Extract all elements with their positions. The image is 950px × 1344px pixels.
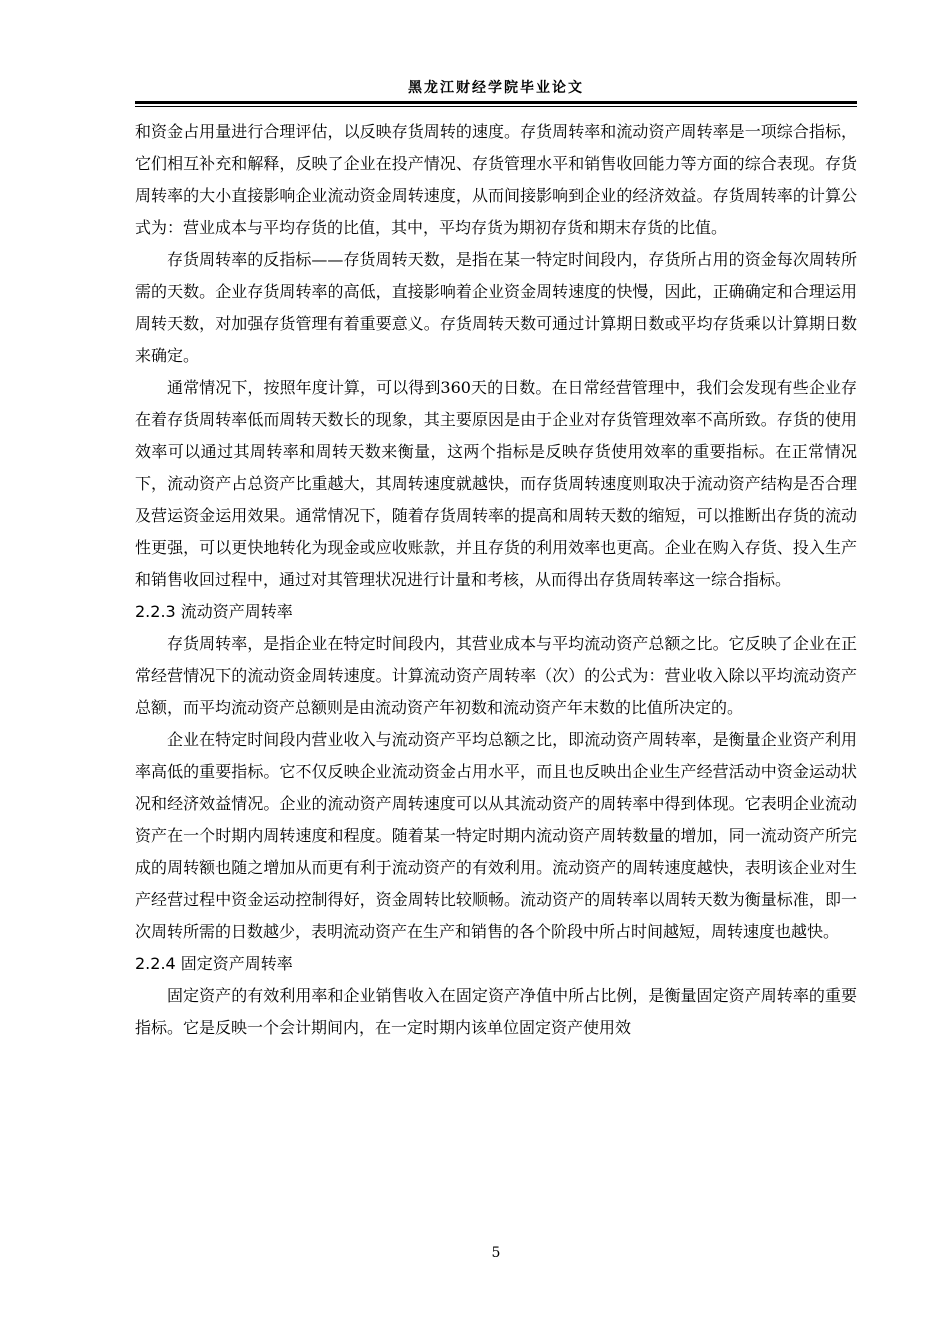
- header-rule-thick: [135, 101, 857, 104]
- paragraph-6: 固定资产的有效利用率和企业销售收入在固定资产净值中所占比例，是衡量固定资产周转率的重要指标。它是反映一个会计期间内，在一定时期内该单位固定资产使用效: [135, 986, 857, 1037]
- paragraph-2: 存货周转率的反指标——存货周转天数，是指在某一特定时间段内，存货所占用的资金每次周转所需的天数。企业存货周转率的高低，直接影响着企业资金周转速度的快慢，因此，正确确定和合理运用周转天数，对加强存货管理有着重要意义。存货周转天数可通过计算期日数或平均存货乘以计算期日数来确定。: [135, 250, 857, 365]
- section-heading-2-2-3: 2.2.3 流动资产周转率: [135, 602, 293, 621]
- paragraph-5: 企业在特定时间段内营业收入与流动资产平均总额之比，即流动资产周转率，是衡量企业资产利用率高低的重要指标。它不仅反映企业流动资金占用水平，而且也反映出企业生产经营活动中资金运动状况和经济效益情况。企业的流动资产周转速度可以从其流动资产的周转率中得到体现。它表明企业流动资产在一个时期内周转速度和程度。随着某一特定时期内流动资产周转数量的增加，同一流动资产所完成的周转额也随之增加从而更有利于流动资产的有效利用。流动资产的周转速度越快，表明该企业对生产经营过程中资金运动控制得好，资金周转比较顺畅。流动资产的周转率以周转天数为衡量标准，即一次周转所需的日数越少，表明流动资产在生产和销售的各个阶段中所占时间越短，周转速度也越快。: [135, 730, 857, 941]
- paragraph-3: 通常情况下，按照年度计算，可以得到360天的日数。在日常经营管理中，我们会发现有些企业存在着存货周转率低而周转天数长的现象，其主要原因是由于企业对存货管理效率不高所致。存货的使用效率可以通过其周转率和周转天数来衡量，这两个指标是反映存货使用效率的重要指标。在正常情况下，流动资产占总资产比重越大，其周转速度就越快，而存货周转速度则取决于流动资产结构是否合理及营运资金运用效果。通常情况下，随着存货周转率的提高和周转天数的缩短，可以推断出存货的流动性更强，可以更快地转化为现金或应收账款，并且存货的利用效率也更高。企业在购入存货、投入生产和销售收回过程中，通过对其管理状况进行计量和考核，从而得出存货周转率这一综合指标。: [135, 378, 857, 589]
- body-content: [135, 116, 857, 1044]
- header-rule-thin: [135, 106, 857, 107]
- page-number: 5: [491, 1245, 501, 1261]
- paragraph-4: 存货周转率，是指企业在特定时间段内，其营业成本与平均流动资产总额之比。它反映了企业在正常经营情况下的流动资金周转速度。计算流动资产周转率（次）的公式为：营业收入除以平均流动资产总额，而平均流动资产总额则是由流动资产年初数和流动资产年末数的比值所决定的。: [135, 634, 857, 717]
- running-header: 黑龙江财经学院毕业论文: [408, 80, 584, 96]
- section-heading-2-2-4: 2.2.4 固定资产周转率: [135, 954, 293, 973]
- paragraph-1: 和资金占用量进行合理评估，以反映存货周转的速度。存货周转率和流动资产周转率是一项综合指标，它们相互补充和解释，反映了企业在投产情况、存货管理水平和销售收回能力等方面的综合表现。存货周转率的大小直接影响企业流动资金周转速度，从而间接影响到企业的经济效益。存货周转率的计算公式为：营业成本与平均存货的比值，其中，平均存货为期初存货和期末存货的比值。: [135, 122, 857, 237]
